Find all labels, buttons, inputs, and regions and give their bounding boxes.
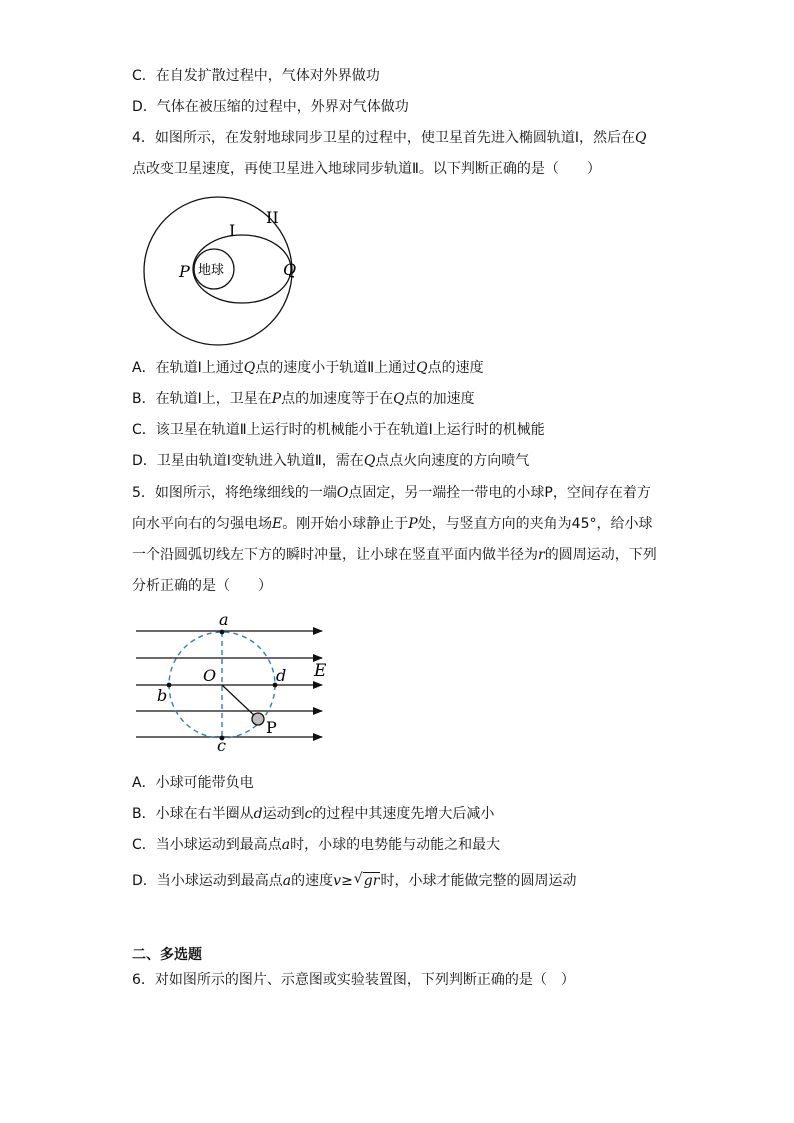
label-o: O	[203, 666, 217, 685]
orbit-ii-label: II	[266, 208, 279, 227]
q5-option-c: C．当小球运动到最高点a时，小球的电势能与动能之和最大	[132, 837, 501, 853]
q4-stem-line1: 4．如图所示，在发射地球同步卫星的过程中，使卫星首先进入椭圆轨道Ⅰ，然后在Q	[132, 130, 647, 146]
q4-orbit-figure	[130, 196, 310, 346]
label-e: E	[314, 661, 327, 681]
q3-option-d: D．气体在被压缩的过程中，外界对气体做功	[132, 99, 409, 115]
q4-option-c: C．该卫星在轨道Ⅱ上运行时的机械能小于在轨道Ⅰ上运行时的机械能	[132, 422, 545, 438]
q5-option-b: B．小球在右半圈从d运动到c的过程中其速度先增大后减小	[132, 806, 495, 822]
q3-option-c: C．在自发扩散过程中，气体对外界做功	[132, 68, 380, 84]
section-title-multiple-choice: 二、多选题	[132, 947, 202, 963]
q4-option-b: B．在轨道Ⅰ上，卫星在P点的加速度等于在Q点的加速度	[132, 391, 475, 407]
string	[222, 685, 257, 718]
label-c: c	[217, 736, 226, 752]
label-a: a	[219, 612, 229, 629]
q5-stem-line2: 向水平向右的匀强电场E。刚开始小球静止于P处，与竖直方向的夹角为45°，给小球	[132, 516, 653, 532]
point-p-label: P	[179, 262, 190, 281]
q5-option-a: A．小球可能带负电	[132, 775, 254, 791]
point-a	[220, 630, 225, 635]
earth-label: 地球	[198, 263, 225, 278]
q4-option-d: D．卫星由轨道Ⅰ变轨进入轨道Ⅱ，需在Q点点火向速度的方向喷气	[132, 453, 530, 469]
point-q-label: Q	[283, 260, 297, 279]
sqrt-expression: √ gr	[353, 871, 380, 889]
q5-stem-line1: 5．如图所示，将绝缘细线的一端O点固定，另一端拴一带电的小球P，空间存在着方	[132, 485, 651, 501]
label-b: b	[157, 686, 168, 705]
label-p: P	[266, 718, 277, 737]
q5-stem-line3: 一个沿圆弧切线左下方的瞬时冲量，让小球在竖直平面内做半径为r的圆周运动，下列	[132, 547, 657, 563]
q6-stem: 6．对如图所示的图片、示意图或实验装置图，下列判断正确的是（ ）	[132, 972, 575, 988]
q5-field-figure	[132, 612, 332, 752]
point-b	[167, 683, 172, 688]
q4-stem-line2: 点改变卫星速度，再使卫星进入地球同步轨道Ⅱ。以下判断正确的是（ ）	[132, 161, 601, 177]
orbit-i-label: I	[229, 221, 236, 240]
label-d: d	[276, 666, 287, 685]
q5-stem-line4: 分析正确的是（ ）	[132, 578, 272, 594]
ball-p	[252, 713, 264, 725]
q5-option-d: D．当小球运动到最高点a的速度v≥ √ gr时，小球才能做完整的圆周运动	[132, 871, 577, 889]
q4-option-a: A．在轨道Ⅰ上通过Q点的速度小于轨道Ⅱ上通过Q点的速度	[132, 360, 484, 376]
